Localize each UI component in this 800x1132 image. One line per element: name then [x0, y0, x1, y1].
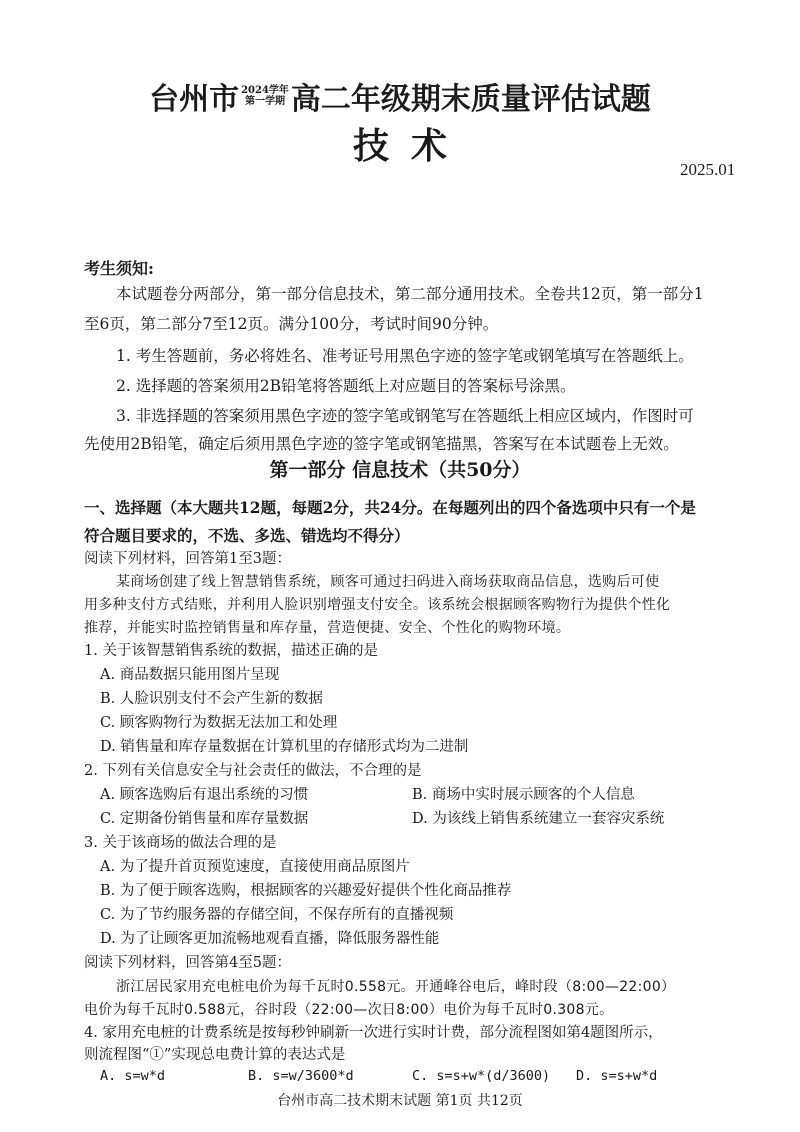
- title-main: 高二年级期末质量评估试题: [290, 82, 651, 117]
- question-2-option-b: B. 商场中实时展示顾客的个人信息: [412, 787, 635, 803]
- section-heading-line1: 一、选择题（本大题共12题，每题2分，共24分。在每题列出的四个备选项中只有一个是: [84, 498, 696, 517]
- read-instruction-1: 阅读下列材料，回答第1至3题：: [84, 551, 291, 567]
- title-city: 台州市: [149, 82, 240, 117]
- question-3-option-b: B. 为了便于顾客选购，根据顾客的兴趣爱好提供个性化商品推荐: [100, 883, 512, 899]
- question-2-option-d: D. 为该线上销售系统建立一套容灾系统: [412, 811, 665, 827]
- question-1-option-d: D. 销售量和库存量数据在计算机里的存储形式均为二进制: [100, 739, 469, 755]
- question-2-stem: 2. 下列有关信息安全与社会责任的做法，不合理的是: [84, 763, 422, 779]
- notice-intro-line1: 本试题卷分两部分，第一部分信息技术，第二部分通用技术。全卷共12页，第一部分1: [116, 285, 704, 303]
- material-2-line2: 电价为每千瓦时0.588元，谷时段（22:00—次日8:00）电价为每千瓦时0.308元。: [84, 1002, 614, 1018]
- material-1-line2: 用多种支付方式结账，并利用人脸识别增强支付安全。该系统会根据顾客购物行为提供个性化: [84, 597, 671, 613]
- question-1-option-c: C. 顾客购物行为数据无法加工和处理: [100, 715, 338, 731]
- material-1-line1: 某商场创建了线上智慧销售系统，顾客可通过扫码进入商场获取商品信息，选购后可使: [116, 574, 660, 590]
- notice-title: 考生须知:: [84, 259, 154, 278]
- question-2-option-a: A. 顾客选购后有退出系统的习惯: [100, 787, 309, 803]
- notice-item-3-line2: 先使用2B铅笔，确定后须用黑色字迹的签字笔或钢笔描黑，答案写在本试题卷上无效。: [84, 435, 679, 453]
- material-2-line1: 浙江居民家用充电桩电价为每千瓦时0.558元。开通峰谷电后，峰时段（8:00—22:00）: [116, 979, 676, 995]
- question-4-stem-line2: 则流程图“①”实现总电费计算的表达式是: [84, 1047, 346, 1063]
- title-term-semester: 第一学期: [245, 96, 285, 107]
- notice-item-2: 2. 选择题的答案须用2B铅笔将答题纸上对应题目的答案标号涂黑。: [116, 377, 576, 395]
- notice-item-3-line1: 3. 非选择题的答案须用黑色字迹的签字笔或钢笔写在答题纸上相应区域内，作图时可: [116, 407, 694, 425]
- subject-title: 技术: [352, 125, 469, 167]
- title-term: [241, 85, 289, 107]
- page-footer: 台州市高二技术期末试题 第1页 共12页: [277, 1093, 523, 1109]
- question-3-stem: 3. 关于该商场的做法合理的是: [84, 835, 277, 851]
- question-4-option-a: A. s=w*d: [100, 1068, 166, 1084]
- notice-item-1: 1. 考生答题前，务必将姓名、准考证号用黑色字迹的签字笔或钢笔填写在答题纸上。: [116, 347, 694, 365]
- question-3-option-a: A. 为了提升首页预览速度，直接使用商品原图片: [100, 859, 410, 875]
- question-4-stem-line1: 4. 家用充电桩的计费系统是按每秒钟刷新一次进行实时计费，部分流程图如第4题图所示，: [84, 1025, 663, 1041]
- question-1-option-b: B. 人脸识别支付不会产生新的数据: [100, 691, 323, 707]
- notice-intro-line2: 至6页，第二部分7至12页。满分100分，考试时间90分钟。: [84, 315, 499, 333]
- section-heading-line2: 符合题目要求的，不选、多选、错选均不得分）: [84, 526, 410, 545]
- title-term-year: 2024学年: [241, 85, 289, 96]
- question-2-option-c: C. 定期备份销售量和库存量数据: [100, 811, 309, 827]
- question-3-option-d: D. 为了让顾客更加流畅地观看直播，降低服务器性能: [100, 931, 440, 947]
- question-4-option-c: C. s=s+w*(d/3600): [412, 1068, 551, 1084]
- part-one-title: 第一部分 信息技术（共50分）: [269, 459, 531, 481]
- question-3-option-c: C. 为了节约服务器的存储空间，不保存所有的直播视频: [100, 907, 454, 923]
- material-1-line3: 推荐，并能实时监控销售量和库存量，营造便捷、安全、个性化的购物环境。: [84, 620, 571, 636]
- question-4-option-d: D. s=s+w*d: [576, 1068, 658, 1084]
- question-4-option-b: B. s=w/3600*d: [248, 1068, 354, 1084]
- question-1-stem: 1. 关于该智慧销售系统的数据，描述正确的是: [84, 643, 378, 659]
- read-instruction-2: 阅读下列材料，回答第4至5题：: [84, 955, 291, 971]
- exam-date: 2025.01: [680, 160, 736, 179]
- exam-title: [0, 74, 800, 118]
- question-1-option-a: A. 商品数据只能用图片呈现: [100, 667, 280, 683]
